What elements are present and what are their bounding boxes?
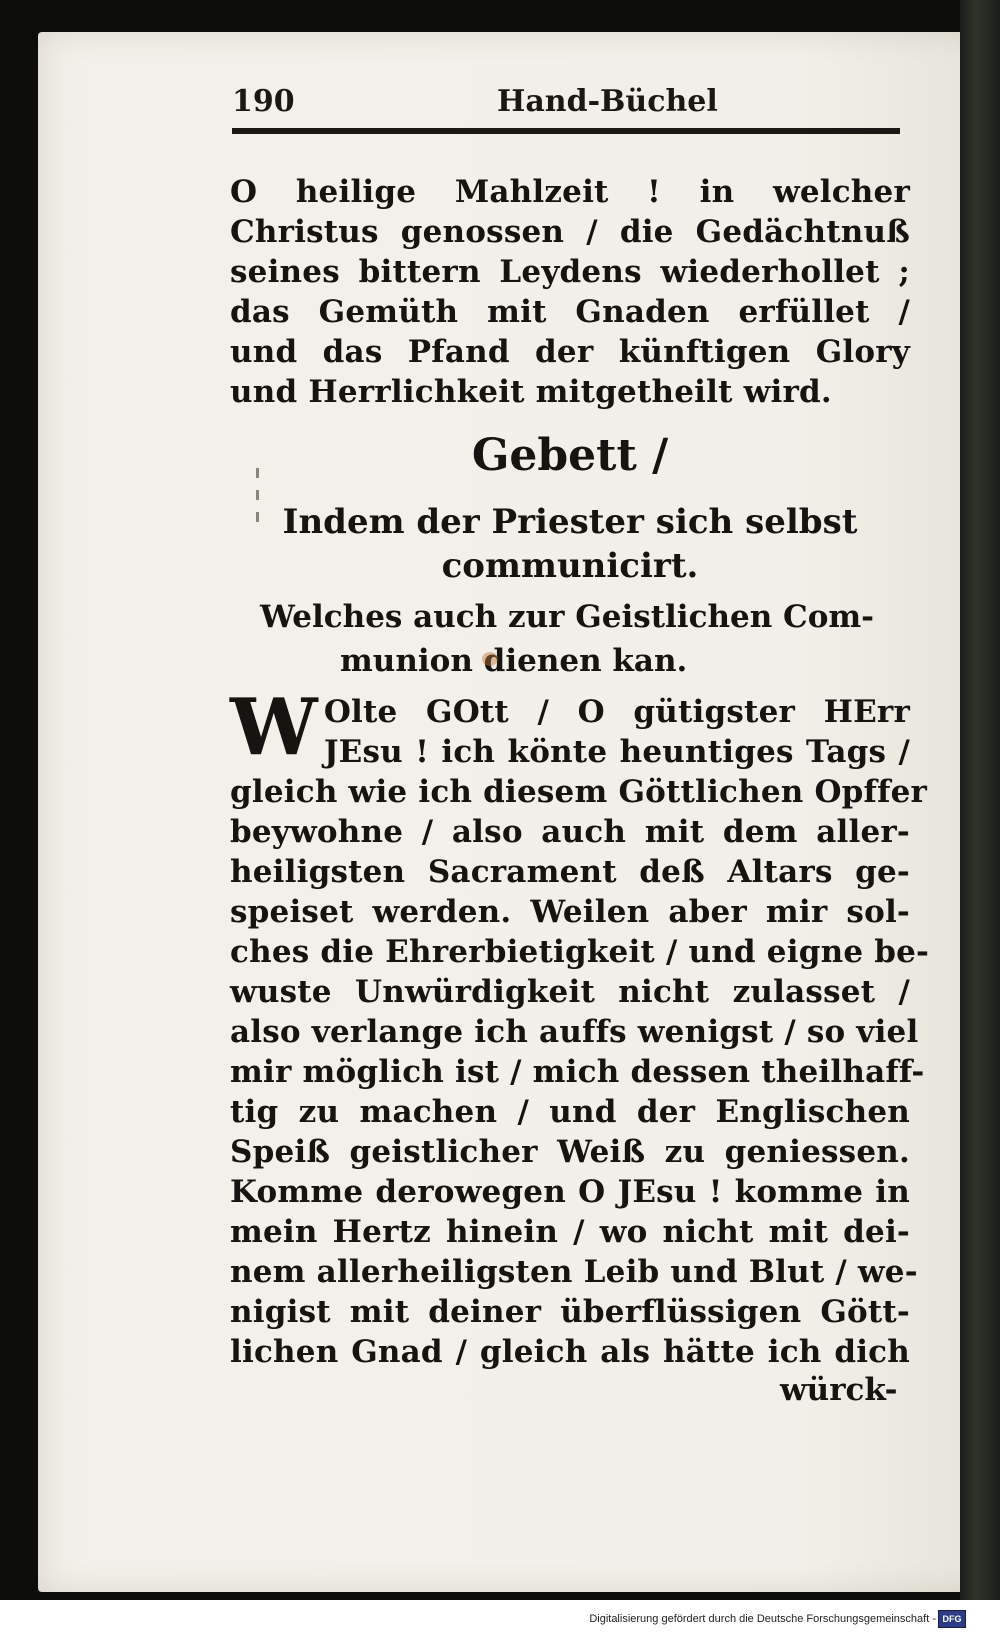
text-line: Komme derowegen O JEsu ! komme in bbox=[230, 1174, 910, 1210]
logo-text: DFG bbox=[942, 1614, 962, 1624]
note-line: Welches auch zur Geistlichen Com- bbox=[260, 599, 875, 635]
page-header bbox=[232, 84, 902, 124]
section-subheading bbox=[230, 500, 910, 588]
text-line: beywohne / also auch mit dem aller- bbox=[230, 814, 910, 850]
section-note bbox=[260, 595, 910, 683]
paragraph-1 bbox=[230, 172, 910, 412]
text-line: wuste Unwürdigkeit nicht zulasset / bbox=[230, 974, 910, 1010]
text-line: also verlange ich auffs wenigst / so viel bbox=[230, 1014, 919, 1050]
margin-mark bbox=[256, 490, 259, 500]
text-line: ches die Ehrerbietigkeit / und eigne be- bbox=[230, 934, 930, 970]
text-line: nigist mit deiner überflüssigen Gött- bbox=[230, 1294, 910, 1330]
book-binding-edge bbox=[960, 0, 1000, 1646]
text-line: lichen Gnad / gleich als hätte ich dich bbox=[230, 1334, 910, 1370]
margin-mark bbox=[256, 512, 259, 522]
text-line: seines bittern Leydens wiederhollet ; bbox=[230, 254, 910, 290]
catchword: würck- bbox=[780, 1372, 898, 1408]
text-line: und Herrlichkeit mitgetheilt wird. bbox=[230, 374, 832, 410]
running-head: Hand-Büchel bbox=[497, 84, 718, 119]
subheading-line: Indem der Priester sich selbst bbox=[282, 502, 858, 542]
footer-bar bbox=[0, 1600, 1000, 1646]
paper-stain bbox=[482, 652, 498, 666]
text-line: JEsu ! ich könte heuntiges Tags / bbox=[323, 734, 910, 770]
text-line: das Gemüth mit Gnaden erfüllet / bbox=[230, 294, 910, 330]
text-line: gleich wie ich diesem Göttlichen Opffer bbox=[230, 774, 928, 810]
subheading-line: communicirt. bbox=[441, 546, 699, 586]
header-rule bbox=[232, 128, 900, 134]
text-line: O heilige Mahlzeit ! in welcher bbox=[230, 174, 910, 210]
drop-initial: W bbox=[230, 682, 318, 773]
page-number: 190 bbox=[232, 84, 295, 119]
margin-mark bbox=[256, 468, 259, 478]
text-line: speiset werden. Weilen aber mir sol- bbox=[230, 894, 910, 930]
text-line: mein Hertz hinein / wo nicht mit dei- bbox=[230, 1214, 910, 1250]
text-line: heiligsten Sacrament deß Altars ge- bbox=[230, 854, 910, 890]
prayer-text bbox=[230, 682, 930, 1372]
text-line: und das Pfand der künftigen Glory bbox=[230, 334, 910, 370]
funding-credit: Digitalisierung gefördert durch die Deutsche Forschungsgemeinschaft - bbox=[589, 1613, 936, 1625]
text-line: nem allerheiligsten Leib und Blut / we- bbox=[230, 1254, 918, 1290]
text-line: tig zu machen / und der Englischen bbox=[230, 1094, 910, 1130]
dfg-logo-icon bbox=[938, 1610, 966, 1628]
text-line: Speiß geistlicher Weiß zu geniessen. bbox=[230, 1134, 910, 1170]
text-line: Christus genossen / die Gedächtnuß bbox=[230, 214, 910, 250]
section-heading: Gebett / bbox=[471, 430, 669, 481]
note-line: munion dienen kan. bbox=[340, 643, 688, 679]
text-line: Olte GOtt / O gütigster HErr bbox=[323, 694, 910, 730]
text-line: mir möglich ist / mich dessen theilhaff- bbox=[230, 1054, 925, 1090]
